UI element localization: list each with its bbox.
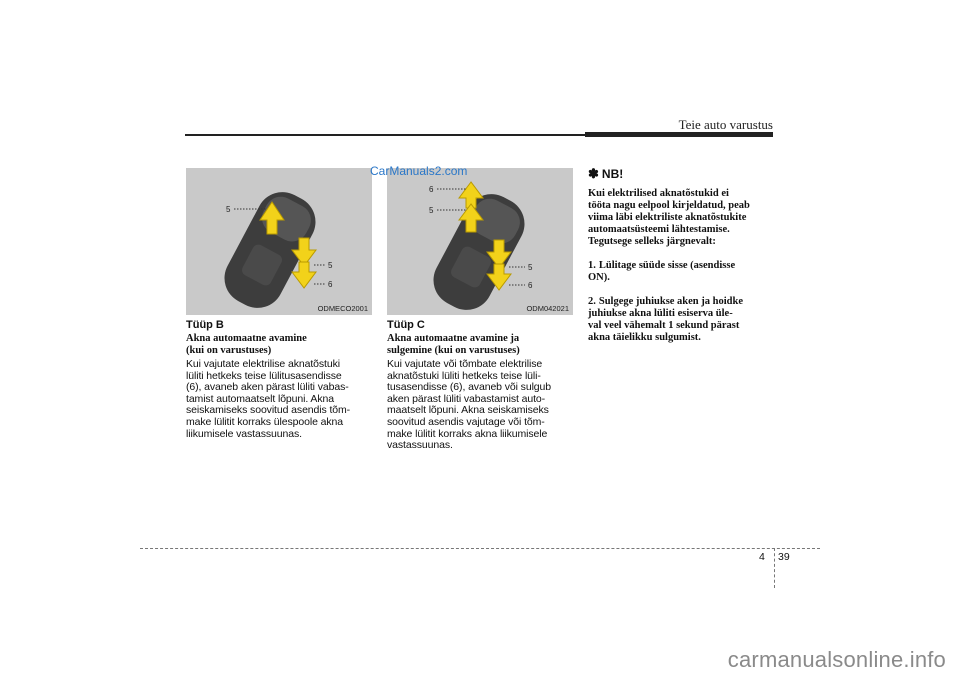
label-5-down: 5 bbox=[528, 263, 533, 272]
type-b-title: Tüüp B bbox=[186, 319, 224, 331]
type-b-subtitle: Akna automaatne avamine (kui on varustuses) bbox=[186, 333, 307, 356]
step-text: Sulgege juhiukse aken ja hoidke juhiukse akna lüliti esiserva üle- val veel vähemalt 1 sekund pärast akna täielikku sulgumist. bbox=[588, 296, 743, 343]
footer-rule bbox=[140, 548, 820, 549]
type-b-body: Kui vajutate elektrilise aknatõstuki lüliti hetkeks teise lülitusasendisse (6), avaneb aken pärast lüliti vabas- tamist automaatselt lõpuni. Akna seiskamiseks soovitud asendis tõm- make lülitit korraks ülespoole akna liikumisele vastassuunas. bbox=[186, 358, 351, 440]
figure-type-b bbox=[186, 168, 372, 315]
label-5-down: 5 bbox=[328, 261, 333, 270]
watermark-link[interactable]: CarManuals2.com bbox=[370, 164, 468, 178]
type-c-title: Tüüp C bbox=[387, 319, 425, 331]
window-switch-illustration-b bbox=[186, 168, 372, 315]
asterisk-icon: ✽ bbox=[588, 166, 599, 181]
header-rule-accent bbox=[585, 132, 773, 137]
figure-code: ODMECO2001 bbox=[317, 304, 368, 313]
down-arrow-icon bbox=[292, 262, 316, 288]
note-title: NB! bbox=[601, 167, 624, 181]
note-intro: Kui elektrilised aknatõstukid ei tööta nagu eelpool kirjeldatud, peab viima läbi elektriliste aknatõstukite automaatsüsteemi lähtestamise. Tegutsege selleks järgnevalt: bbox=[588, 188, 750, 247]
list-item bbox=[588, 248, 774, 284]
type-b-section bbox=[186, 319, 376, 440]
note-section bbox=[588, 166, 774, 344]
list-item bbox=[588, 284, 774, 344]
step-index: 2. bbox=[588, 296, 596, 307]
label-5-up: 5 bbox=[429, 206, 434, 215]
label-6-up: 6 bbox=[429, 185, 434, 194]
chapter-number: 4 bbox=[759, 551, 765, 563]
label-6-down: 6 bbox=[528, 281, 533, 290]
label-5-up: 5 bbox=[226, 205, 231, 214]
label-6-down: 6 bbox=[328, 280, 333, 289]
header-rule bbox=[185, 134, 585, 136]
page-number: 39 bbox=[778, 551, 790, 563]
section-title: Teie auto varustus bbox=[678, 117, 773, 132]
page-divider bbox=[774, 548, 775, 588]
step-text: Lülitage süüde sisse (asendisse ON). bbox=[588, 260, 736, 283]
type-c-body: Kui vajutate või tõmbate elektrilise aknatõstuki lüliti hetkeks teise lüli- tusasendisse (6), avaneb või sulgub aken pärast lüliti vabastamist auto- maatselt lõpuni. Akna seiskamiseks soovitud asendis vajutage või tõm- make lülitit korraks akna liikumisele vastassuunas. bbox=[387, 358, 552, 452]
window-switch-illustration-c bbox=[387, 168, 573, 315]
note-heading bbox=[588, 166, 774, 182]
step-index: 1. bbox=[588, 260, 596, 271]
note-steps bbox=[588, 248, 774, 344]
type-c-section bbox=[387, 319, 577, 452]
footer-brand: carmanualsonline.info bbox=[727, 647, 946, 672]
type-c-subtitle: Akna automaatne avamine ja sulgemine (kui on varustuses) bbox=[387, 333, 520, 356]
figure-code: ODM042021 bbox=[526, 304, 569, 313]
figure-type-c bbox=[387, 168, 573, 315]
